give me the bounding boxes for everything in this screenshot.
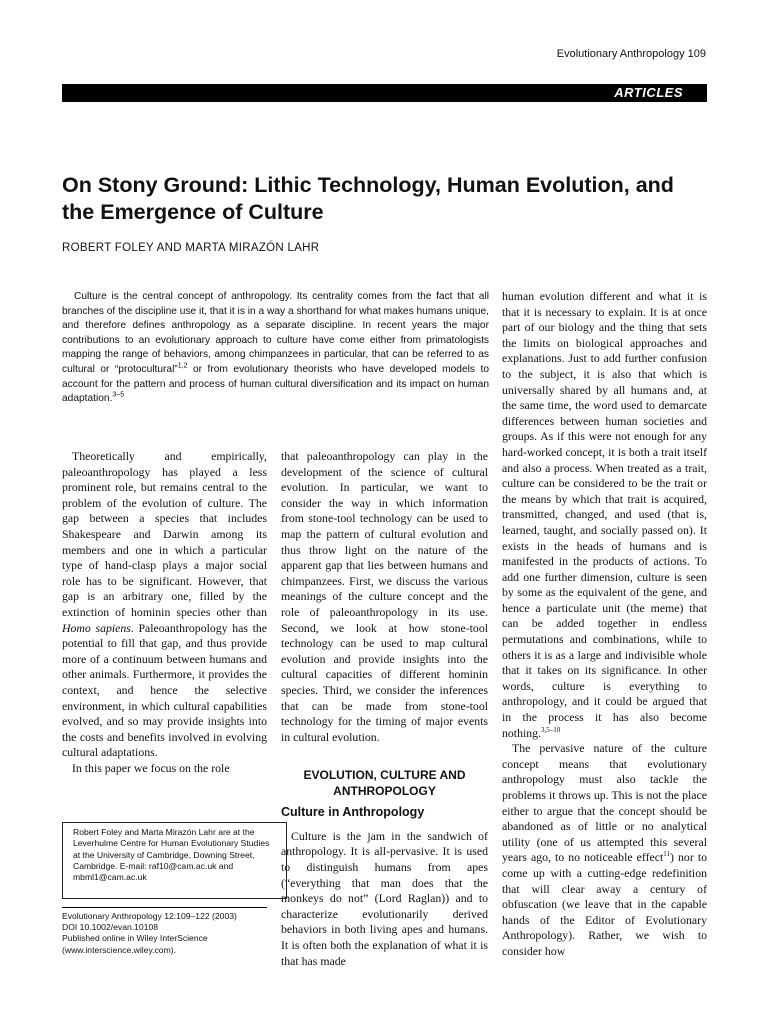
body-column-3: [502, 289, 707, 960]
article-title: On Stony Ground: Lithic Technology, Human Evolution, and the Emergence of Culture: [62, 173, 674, 224]
abstract-text-2: or from evolutionary theorists who have developed models to account for the pattern and process of human cultural diversification and its impact on human adaptation.: [62, 363, 489, 405]
paragraph-text: ) nor to come up with a cutting-edge redefinition that will clear away a century of obfuscation (we leave that in the capable hands of the Editor of Evolutionary Anthropology). Rather, we wish to consider how: [502, 850, 707, 958]
abstract-citation-1: 1,2: [177, 362, 188, 370]
paragraph-text: human evolution different and what it is that it is necessary to explain. It is at once part of our biology and the thing that sets the limits on biological approaches and explanations. Just to add further confusion to the subject, it is also that which is universally shared by all humans and, at the same time, the word used to demarcate differences between human societies and groups. As if this were not enough for any hard-worked concept, it is both a trait itself and also a process. When treated as a trait, culture can be considered to be the trait or the means by which that trait is acquired, transmitted, changed, and used (that is, learned, taught, and socially passed on). It exists in the heads of humans and is manifested in the products of actions. To add one further dimension, culture is seen by some as the equivalent of the gene, and hence a particulate unit (the meme) that can be added together in endless permutations and combinations, while to others it is as a large and indivisible whole that it takes on its significance. In other words, culture is everything to anthropology, and it could be argued that in the process it has also become nothing.: [502, 289, 707, 740]
running-head: Evolutionary Anthropology 109: [556, 48, 706, 60]
article-authors: ROBERT FOLEY AND MARTA MIRAZÓN LAHR: [62, 242, 320, 254]
journal-citation: [62, 907, 277, 956]
paragraph-text: . Paleoanthropology has the potential to fill that gap, and thus provide more of a continuum between humans and other animals. Furthermore, it provides the context, and hence the selective environment, in which cultural capabilities evolved, and so may provide insights into the costs and benefits involved in evolving cultural adaptations.: [62, 620, 267, 760]
paragraph: In this paper we focus on the role: [72, 760, 230, 775]
citation-superscript: 3,5–10: [541, 725, 561, 734]
citation-line: Published online in Wiley InterScience: [62, 933, 208, 944]
body-column-2: [281, 449, 488, 969]
citation-superscript: 11: [663, 850, 671, 859]
section-band-label: ARTICLES: [614, 85, 683, 100]
paragraph-text: Theoretically and empirically, paleoanthropology has played a less prominent role, but remains central to the problem of the evolution of culture. The gap between a species that includes Shakespeare and Darwin among its members and one in which a particular type of hand-clasp plays a major social role has to be significant. However, that gap is an arbitrary one, filled by the extinction of hominin species other than: [62, 449, 267, 619]
abstract-text-1: Culture is the central concept of anthropology. Its centrality comes from the fact that all branches of the discipline use it, that it is in a way a shorthand for what makes humans unique, and therefore defines anthropology as a separate discipline. In recent years the major contributions to an evolutionary approach to culture have come either from primatologists mapping the range of behaviors, among chimpanzees in particular, that can be referred to as cultural or “protocultural”: [62, 291, 489, 375]
paragraph: Culture is the jam in the sandwich of anthropology. It is all-pervasive. It is used to distinguish humans from apes (“everything that man does that the monkeys do not” (Lord Raglan)) and to characterize evolutionarily derived behaviors in both living apes and humans. It is often both the explanation of what it is that has made: [281, 828, 488, 968]
affiliation-text: Robert Foley and Marta Mirazón Lahr are at the Leverhulme Centre for Human Evolutionary Studies at the University of Cambridge, Downing Street, Cambridge. E-mail: raf10@cam.ac.uk and mbml1@cam.ac.uk: [73, 827, 270, 883]
body-column-1: [62, 449, 267, 776]
paragraph: that paleoanthropology can play in the development of the science of cultural evolution. In particular, we want to consider the way in which information from stone-tool technology can be used to map the pattern of cultural evolution and thus throw light on the nature of the apparent gap that lies between humans and chimpanzees. First, we discuss the various meanings of the culture concept and the role of paleoanthropology in its use. Second, we look at how stone-tool technology can be used to map cultural evolution and provide insights into the cultural capacities of different hominin species. Third, we consider the inferences that can be made from stone-tool technology for the timing of major events in cultural evolution.: [281, 449, 488, 744]
paragraph: [502, 741, 707, 959]
abstract-citation-2: 3–5: [112, 391, 125, 399]
citation-line: Evolutionary Anthropology 12:109–122 (2003): [62, 911, 237, 921]
author-affiliation-box: [62, 822, 287, 899]
abstract: [62, 290, 489, 407]
section-heading: EVOLUTION, CULTURE AND ANTHROPOLOGY: [303, 768, 466, 799]
subsection-heading: Culture in Anthropology: [281, 805, 425, 820]
citation-doi: DOI 10.1002/evan.10108: [62, 922, 159, 933]
species-name: Homo sapiens: [62, 620, 131, 635]
paragraph: [502, 289, 707, 741]
citation-rule: [62, 907, 267, 908]
citation-line: (www.interscience.wiley.com).: [62, 944, 176, 955]
paragraph-text: The pervasive nature of the culture concept means that evolutionary anthropology must also tackle the problems it throws up. This is not the place either to argue that the concept should be abandoned as of little or no analytical utility (one of us attempted this several years ago, to no noticeable effect: [502, 741, 707, 865]
section-band: [62, 84, 707, 102]
paragraph: [62, 449, 267, 761]
